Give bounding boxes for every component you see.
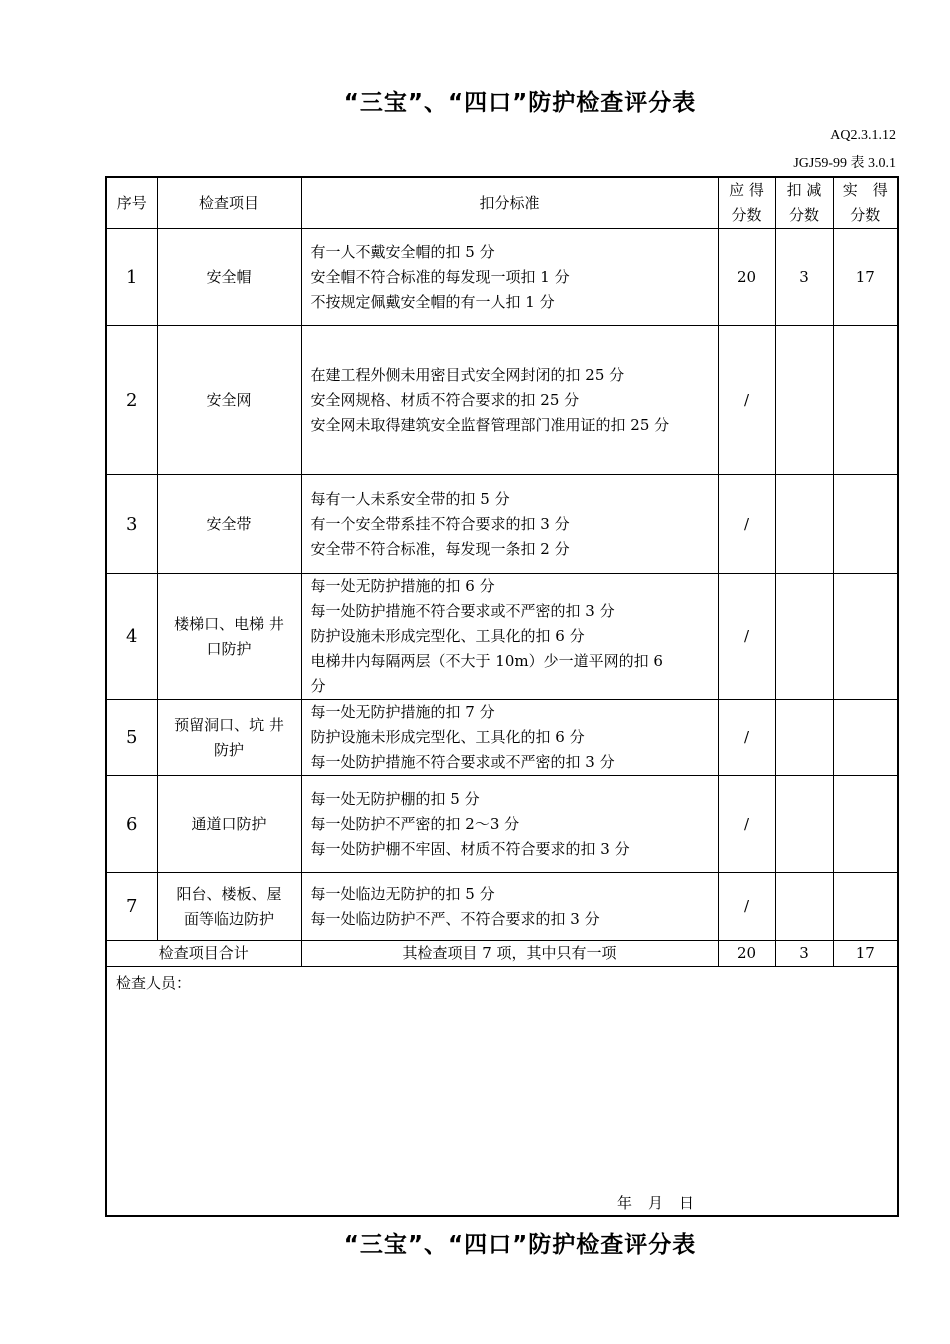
criteria-line: 每一处防护措施不符合要求或不严密的扣 3 分: [310, 753, 615, 771]
page-title: “三宝”、“四口”防护检查评分表: [343, 90, 697, 116]
table-row: [106, 475, 898, 574]
criteria-line: 安全帽不符合标准的每发现一项扣 1 分: [310, 267, 570, 286]
row-criteria: [301, 574, 718, 700]
header-item: 检查项目: [157, 177, 301, 229]
criteria-line: 有一人不戴安全帽的扣 5 分: [310, 242, 495, 261]
row-actual-score: 17: [833, 229, 898, 326]
criteria-line: 安全网未取得建筑安全监督管理部门准用证的扣 25 分: [310, 415, 670, 434]
row-criteria: [301, 700, 718, 776]
header-actual-score: 实 得 分数: [833, 177, 898, 229]
row-item: 预留洞口、坑 井 防护: [157, 700, 301, 776]
criteria-line: 每有一人未系安全带的扣 5 分: [310, 489, 510, 508]
table-row: [106, 229, 898, 326]
header-deduct-score: 扣 减 分数: [775, 177, 833, 229]
row-deduct-score: 3: [775, 229, 833, 326]
row-item: 安全网: [157, 326, 301, 475]
criteria-line: 每一处无防护措施的扣 6 分: [310, 577, 495, 595]
row-number: 4: [106, 574, 157, 700]
criteria-line: 每一处临边无防护的扣 5 分: [310, 884, 495, 903]
total-label: 检查项目合计: [106, 941, 301, 967]
table-row: [106, 326, 898, 475]
table-row: [106, 776, 898, 873]
row-actual-score: [833, 574, 898, 700]
inspector-label: 检查人员：: [116, 974, 192, 992]
row-actual-score: [833, 873, 898, 941]
criteria-line: 每一处无防护棚的扣 5 分: [310, 789, 480, 808]
criteria-line: 防护设施未形成完型化、工具化的扣 6 分: [310, 627, 585, 645]
row-criteria: [301, 873, 718, 941]
criteria-line: 有一个安全带系挂不符合要求的扣 3 分: [310, 514, 570, 533]
row-criteria: [301, 229, 718, 326]
row-should-score: /: [718, 574, 775, 700]
row-deduct-score: [775, 475, 833, 574]
criteria-line: 每一处防护不严密的扣 2～3 分: [310, 814, 520, 833]
total-deduct: 3: [775, 941, 833, 967]
total-row: [106, 941, 898, 967]
criteria-line: 每一处无防护措施的扣 7 分: [310, 703, 495, 721]
row-actual-score: [833, 475, 898, 574]
row-deduct-score: [775, 574, 833, 700]
row-deduct-score: [775, 326, 833, 475]
criteria-line: 每一处防护措施不符合要求或不严密的扣 3 分: [310, 602, 615, 620]
doc-code: AQ2.3.1.12: [830, 128, 896, 143]
row-item: 阳台、楼板、屋 面等临边防护: [157, 873, 301, 941]
row-should-score: 20: [718, 229, 775, 326]
row-criteria: [301, 776, 718, 873]
row-number: 3: [106, 475, 157, 574]
row-should-score: /: [718, 776, 775, 873]
row-actual-score: [833, 776, 898, 873]
row-should-score: /: [718, 873, 775, 941]
row-deduct-score: [775, 700, 833, 776]
header-no: 序号: [106, 177, 157, 229]
standard-code: JGJ59-99 表 3.0.1: [793, 156, 896, 171]
row-actual-score: [833, 700, 898, 776]
row-number: 7: [106, 873, 157, 941]
criteria-line: 分: [310, 677, 326, 695]
row-should-score: /: [718, 700, 775, 776]
row-number: 2: [106, 326, 157, 475]
row-should-score: /: [718, 326, 775, 475]
row-criteria: [301, 475, 718, 574]
footer-title: “三宝”、“四口”防护检查评分表: [343, 1232, 697, 1258]
date-line: 年 月 日: [617, 1194, 695, 1212]
row-number: 5: [106, 700, 157, 776]
header-row: [106, 177, 898, 229]
criteria-line: 安全带不符合标准，每发现一条扣 2 分: [310, 539, 570, 558]
criteria-line: 防护设施未形成完型化、工具化的扣 6 分: [310, 728, 585, 746]
row-item: 楼梯口、电梯 井 口防护: [157, 574, 301, 700]
table-row: [106, 574, 898, 700]
criteria-line: 安全网规格、材质不符合要求的扣 25 分: [310, 390, 580, 409]
row-should-score: /: [718, 475, 775, 574]
criteria-line: 在建工程外侧未用密目式安全网封闭的扣 25 分: [310, 365, 625, 384]
header-criteria: 扣分标准: [301, 177, 718, 229]
total-note: 其检查项目 7 项，其中只有一项: [301, 941, 718, 967]
row-actual-score: [833, 326, 898, 475]
row-deduct-score: [775, 776, 833, 873]
table-row: [106, 873, 898, 941]
criteria-line: 每一处临边防护不严、不符合要求的扣 3 分: [310, 909, 600, 928]
score-table: [105, 176, 899, 1217]
inspector-row: [106, 967, 898, 1217]
row-number: 6: [106, 776, 157, 873]
criteria-line: 电梯井内每隔两层（不大于 10m）少一道平网的扣 6: [310, 652, 663, 670]
row-deduct-score: [775, 873, 833, 941]
total-should: 20: [718, 941, 775, 967]
row-item: 通道口防护: [157, 776, 301, 873]
header-should-score: 应 得 分数: [718, 177, 775, 229]
total-actual: 17: [833, 941, 898, 967]
table-row: [106, 700, 898, 776]
row-item: 安全带: [157, 475, 301, 574]
row-criteria: [301, 326, 718, 475]
inspector-cell: [106, 967, 898, 1217]
criteria-line: 不按规定佩戴安全帽的有一人扣 1 分: [310, 292, 555, 311]
row-number: 1: [106, 229, 157, 326]
row-item: 安全帽: [157, 229, 301, 326]
criteria-line: 每一处防护棚不牢固、材质不符合要求的扣 3 分: [310, 839, 630, 858]
